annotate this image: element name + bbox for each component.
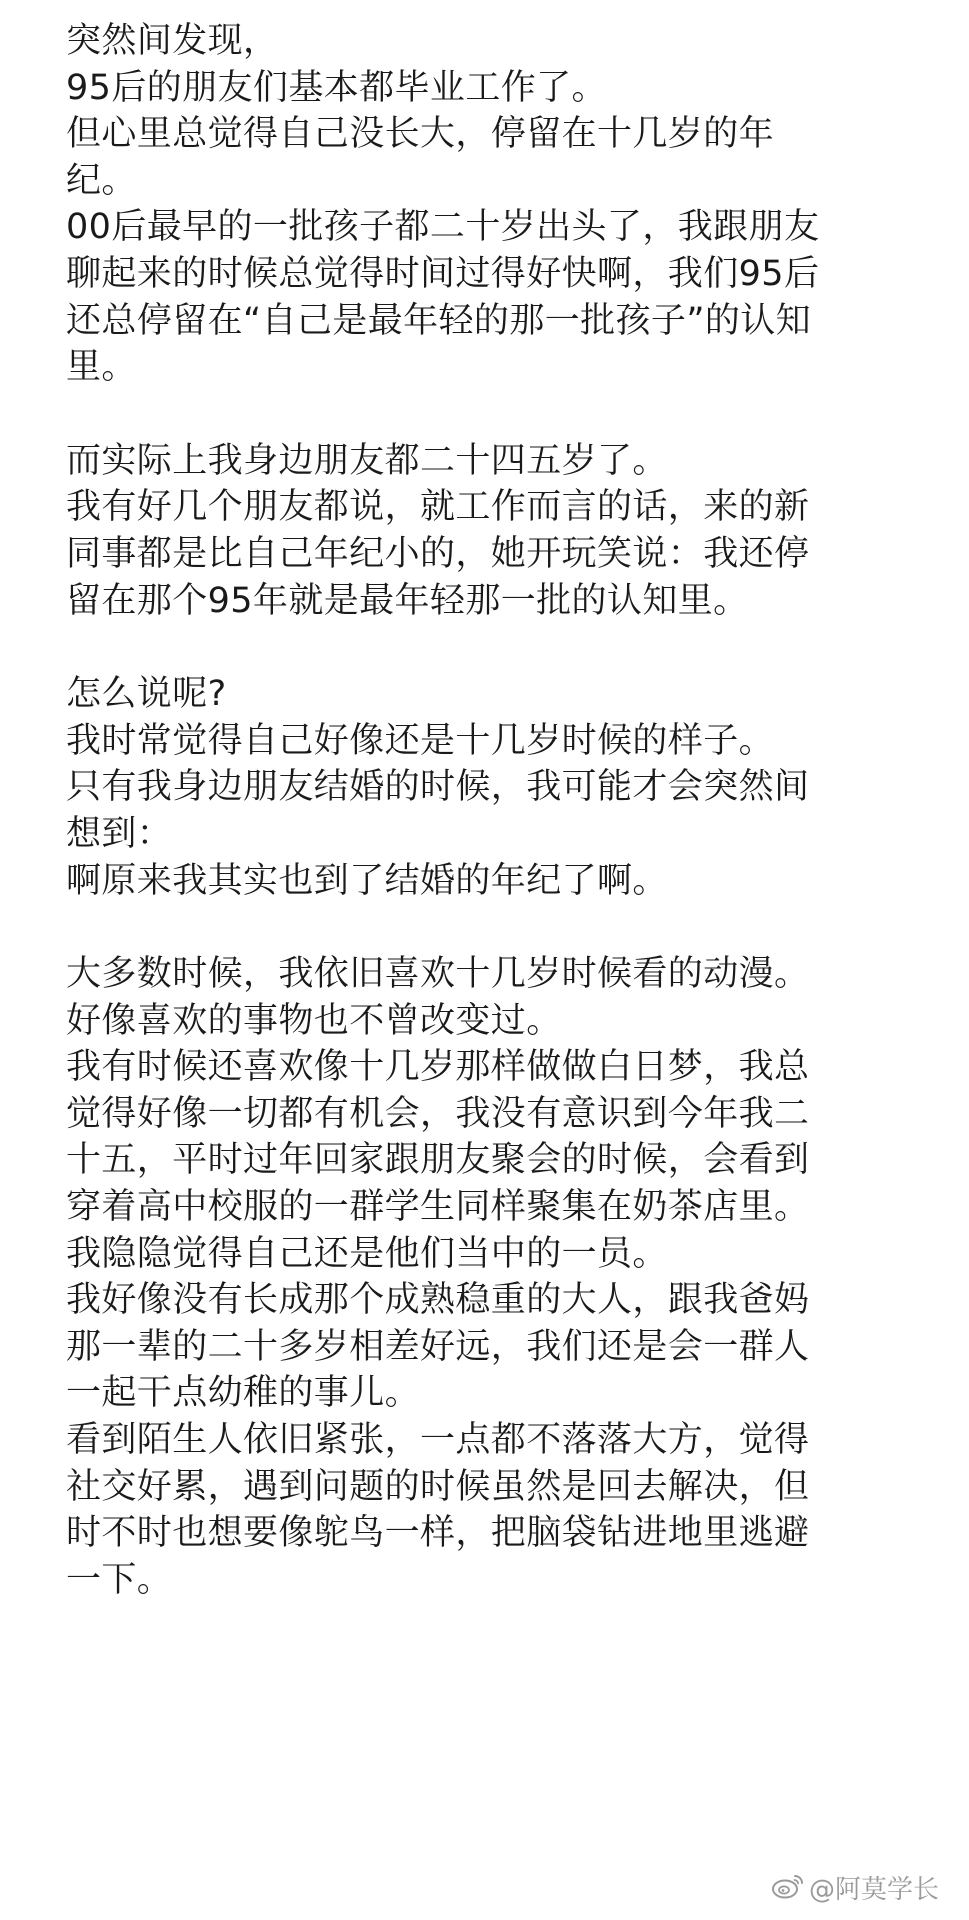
text-line: 留在那个95年就是最年轻那一批的认知里。 [66,580,749,621]
weibo-watermark [771,1872,939,1908]
text-line: 觉得好像一切都有机会，我没有意识到今年我二 [66,1093,810,1134]
text-line: 十五，平时过年回家跟朋友聚会的时候，会看到 [66,1140,810,1181]
text-line: 95后的朋友们基本都毕业工作了。 [66,67,607,108]
post-body [66,18,946,1650]
text-line: 穿着高中校服的一群学生同样聚集在奶茶店里。 [66,1187,810,1228]
text-line: 而实际上我身边朋友都二十四五岁了。 [66,440,668,481]
text-line: 想到： [66,813,173,854]
text-line: 里。 [66,347,137,388]
text-line: 看到陌生人依旧紧张，一点都不落落大方，觉得 [66,1420,810,1461]
text-line: 怎么说呢? [66,674,227,715]
paragraph [66,18,946,391]
text-line: 时不时也想要像鸵鸟一样，把脑袋钻进地里逃避 [66,1513,810,1554]
text-line: 我隐隐觉得自己还是他们当中的一员。 [66,1233,668,1274]
paragraph [66,951,946,1603]
text-line: 一起干点幼稚的事儿。 [66,1373,421,1414]
text-line: 00后最早的一批孩子都二十岁出头了，我跟朋友 [66,207,820,248]
text-line: 啊原来我其实也到了结婚的年纪了啊。 [66,860,668,901]
watermark-text: @阿莫学长 [808,1875,939,1905]
text-line: 好像喜欢的事物也不曾改变过。 [66,1000,562,1041]
paragraph [66,671,946,904]
text-line: 聊起来的时候总觉得时间过得好快啊，我们95后 [66,253,820,294]
text-line: 我有好几个朋友都说，就工作而言的话，来的新 [66,487,810,528]
text-line: 我有时候还喜欢像十几岁那样做做白日梦，我总 [66,1047,810,1088]
text-line: 社交好累，遇到问题的时候虽然是回去解决，但 [66,1466,810,1507]
text-line: 突然间发现， [66,21,279,61]
text-line: 我时常觉得自己好像还是十几岁时候的样子。 [66,720,775,761]
text-line: 只有我身边朋友结婚的时候，我可能才会突然间 [66,767,810,808]
weibo-logo-icon [771,1872,809,1908]
text-line: 我好像没有长成那个成熟稳重的大人，跟我爸妈 [66,1280,810,1321]
text-line: 那一辈的二十多岁相差好远，我们还是会一群人 [66,1326,810,1367]
text-line: 大多数时候，我依旧喜欢十几岁时候看的动漫。 [66,954,810,995]
text-line: 一下。 [66,1559,173,1600]
paragraph [66,438,946,624]
text-line: 同事都是比自己年纪小的，她开玩笑说：我还停 [66,533,810,574]
text-line: 还总停留在“自己是最年轻的那一批孩子”的认知 [66,300,812,341]
text-line: 但心里总觉得自己没长大，停留在十几岁的年 [66,114,775,155]
text-line: 纪。 [66,160,137,201]
